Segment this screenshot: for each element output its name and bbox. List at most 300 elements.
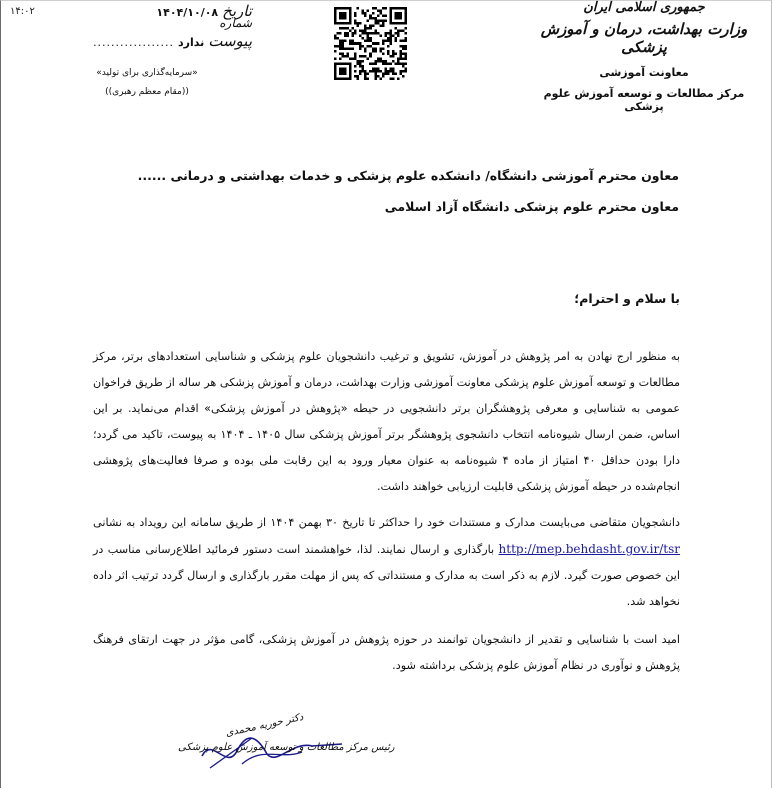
qr-module <box>379 25 382 28</box>
qr-module <box>342 52 345 55</box>
qr-module <box>397 62 400 65</box>
qr-module <box>399 52 402 55</box>
qr-module <box>347 35 350 38</box>
qr-module <box>374 72 377 75</box>
qr-module <box>342 40 345 43</box>
qr-module <box>367 57 370 60</box>
attachment-row <box>92 32 252 52</box>
qr-module <box>382 52 385 55</box>
qr-module <box>392 50 395 53</box>
qr-module <box>344 55 347 58</box>
qr-module <box>397 57 400 60</box>
qr-module <box>374 75 377 78</box>
qr-module <box>357 7 360 10</box>
qr-module <box>387 62 390 65</box>
qr-module <box>334 35 337 38</box>
qr-module <box>364 50 367 53</box>
qr-module <box>369 25 372 28</box>
qr-module <box>394 27 397 30</box>
qr-module <box>404 32 407 35</box>
qr-module <box>374 62 377 65</box>
qr-module <box>389 67 392 70</box>
qr-module <box>384 40 387 43</box>
qr-module <box>382 47 385 50</box>
slogan-attribution: ((مقام معظم رهبری)) <box>105 87 189 97</box>
qr-module <box>347 32 350 35</box>
qr-module <box>389 35 392 38</box>
qr-module <box>404 57 407 60</box>
qr-module <box>384 35 387 38</box>
qr-module <box>342 45 345 48</box>
deputy-name: معاونت آموزشی <box>599 66 689 79</box>
qr-module <box>404 67 407 70</box>
qr-module <box>384 15 387 18</box>
qr-module <box>362 60 365 63</box>
qr-module <box>387 70 390 73</box>
qr-module <box>399 55 402 58</box>
qr-module <box>402 62 405 65</box>
qr-module <box>359 72 362 75</box>
qr-module <box>342 55 345 58</box>
qr-module <box>389 30 392 33</box>
qr-module <box>392 70 395 73</box>
qr-module <box>372 47 375 50</box>
qr-module <box>352 40 355 43</box>
qr-module <box>404 45 407 48</box>
qr-module <box>379 20 382 23</box>
qr-module <box>364 47 367 50</box>
qr-module <box>374 47 377 50</box>
qr-module <box>397 77 400 80</box>
qr-module <box>404 27 407 30</box>
qr-module <box>377 60 380 63</box>
qr-module <box>339 47 342 50</box>
body-paragraph-1: به منظور ارج نهادن به امر پژوهش در آموزش، تشویق و ترغیب دانشجویان علوم پزشکی و شناسایی استعدادهای برتر، مرکز مطالعات و توسعه آموزش علوم پزشکی معاونت آموزشی وزارت بهداشت، درمان و آموزش پزشکی هر ساله از طریق فراخوان عمومی به شناسایی و معرفی پژوهشگران برتر دانشجویی در حیطه «پژوهش در آموزش پزشکی» اقدام می‌نماید. بر این اساس، ضمن ارسال شیوه‌نامه انتخاب دانشجوی پژوهشگر برتر آموزش پزشکی سال ۱۴۰۵ ـ ۱۴۰۴ به پیوست، تاکید می گردد؛ دارا بودن حداقل ۴۰ امتیاز از ماده ۴ شیوه‌نامه به عنوان معیار ورود به این رقابت ملی بوده و صرفا فعالیت‌های پژوهشی انجام‌شده در حیطه آموزش پزشکی قابلیت ارزیابی خواهند داشت. <box>93 350 680 493</box>
qr-module <box>372 7 375 10</box>
qr-module <box>374 67 377 70</box>
paragraph-2-text-after: بارگذاری و ارسال نمایند. لذا، خواهشمند است دستور فرمائید اطلاع‌رسانی مناسب در این خصوص صورت گیرد. لازم به ذکر است به مدارک و مستنداتی که پس از مهلت مقرر بارگذاری و ارسال گردد ترتیب اثر داده نخواهد شد. <box>93 543 680 608</box>
qr-module <box>397 35 400 38</box>
qr-module <box>387 72 390 75</box>
body-paragraph-2 <box>93 510 680 615</box>
qr-module <box>354 57 357 60</box>
greeting: با سلام و احترام؛ <box>574 291 680 306</box>
country-name: جمهوری اسلامی ایران <box>583 0 705 15</box>
qr-module <box>337 45 340 48</box>
slogan-block <box>92 64 202 102</box>
qr-module <box>364 15 367 18</box>
qr-module <box>369 52 372 55</box>
qr-module <box>337 32 340 35</box>
qr-module <box>387 52 390 55</box>
qr-module <box>379 77 382 80</box>
qr-module <box>372 25 375 28</box>
slogan-text: «سرمایه‌گذاری برای تولید» <box>96 68 198 78</box>
qr-module <box>369 70 372 73</box>
qr-module <box>362 65 365 68</box>
qr-module <box>354 20 357 23</box>
qr-module <box>374 42 377 45</box>
qr-module <box>379 10 382 13</box>
qr-module <box>364 27 367 30</box>
qr-module <box>364 12 367 15</box>
ministry-name: وزارت بهداشت، درمان و آموزش پزشکی <box>540 20 748 56</box>
attachment-value: ندارد <box>178 36 205 49</box>
qr-module <box>349 42 352 45</box>
qr-module <box>337 37 340 40</box>
qr-module <box>404 52 407 55</box>
qr-module <box>367 27 370 30</box>
qr-module <box>367 20 370 23</box>
qr-module <box>394 72 397 75</box>
qr-module <box>364 32 367 35</box>
qr-module <box>372 70 375 73</box>
qr-module <box>382 22 385 25</box>
qr-module <box>394 37 397 40</box>
qr-module <box>344 35 347 38</box>
qr-module <box>369 62 372 65</box>
qr-module <box>377 75 380 78</box>
qr-module <box>389 62 392 65</box>
qr-module <box>387 37 390 40</box>
qr-module <box>354 55 357 58</box>
qr-module <box>352 35 355 38</box>
date-value: ۱۴۰۴/۱۰/۰۸ <box>156 6 219 19</box>
qr-module <box>352 57 355 60</box>
qr-module <box>404 47 407 50</box>
qr-module <box>354 22 357 25</box>
qr-module <box>369 40 372 43</box>
qr-module <box>359 60 362 63</box>
qr-module <box>372 42 375 45</box>
qr-module <box>354 75 357 78</box>
qr-module <box>334 50 337 53</box>
qr-module <box>379 47 382 50</box>
qr-module <box>369 17 372 20</box>
qr-module <box>339 40 342 43</box>
qr-module <box>382 60 385 63</box>
qr-module <box>402 40 405 43</box>
qr-module <box>374 60 377 63</box>
qr-module <box>367 32 370 35</box>
qr-module <box>374 7 377 10</box>
qr-module <box>402 30 405 33</box>
qr-module <box>377 10 380 13</box>
qr-module <box>367 72 370 75</box>
qr-module <box>389 40 392 43</box>
qr-module <box>389 55 392 58</box>
qr-module <box>359 42 362 45</box>
qr-module <box>402 47 405 50</box>
number-label: شماره <box>219 16 252 30</box>
qr-module <box>384 32 387 35</box>
date-label: تاریخ <box>222 2 252 20</box>
qr-module <box>362 70 365 73</box>
qr-module <box>392 35 395 38</box>
signatory-title: رئیس مرکز مطالعات و توسعه آموزش علوم پزشکی <box>178 742 395 753</box>
qr-module <box>404 55 407 58</box>
qr-module <box>382 20 385 23</box>
qr-module <box>364 75 367 78</box>
qr-module <box>374 17 377 20</box>
qr-module <box>382 25 385 28</box>
qr-module <box>369 15 372 18</box>
qr-module <box>352 27 355 30</box>
qr-module <box>399 45 402 48</box>
qr-module <box>372 62 375 65</box>
recipient-line-1: معاون محترم آموزشی دانشگاه/ دانشکده علوم پزشکی و خدمات بهداشتی و درمانی ...... <box>137 168 679 183</box>
qr-module <box>402 52 405 55</box>
qr-module <box>364 70 367 73</box>
qr-module <box>384 72 387 75</box>
qr-module <box>382 40 385 43</box>
qr-module <box>352 47 355 50</box>
qr-module <box>364 55 367 58</box>
qr-module <box>359 62 362 65</box>
qr-module <box>394 40 397 43</box>
qr-module <box>354 12 357 15</box>
qr-module <box>382 7 385 10</box>
qr-module <box>347 47 350 50</box>
qr-module <box>352 42 355 45</box>
qr-module <box>359 45 362 48</box>
qr-module <box>347 55 350 58</box>
qr-module <box>367 35 370 38</box>
qr-module <box>382 62 385 65</box>
body-paragraph-3: امید است با شناسایی و تقدیر از دانشجویان توانمند در حوزه پژوهش در آموزش پزشکی، گامی مؤثر در جهت ارتقای فرهنگ پژوهش و نوآوری در نظام آموزش علوم پزشکی برداشته شود. <box>93 633 680 672</box>
qr-module <box>384 7 387 10</box>
qr-module <box>377 20 380 23</box>
attachment-label: پیوست <box>208 32 252 50</box>
qr-module <box>364 25 367 28</box>
qr-module <box>339 52 342 55</box>
qr-module <box>362 67 365 70</box>
qr-module <box>374 77 377 80</box>
qr-module <box>344 27 347 30</box>
qr-module <box>379 12 382 15</box>
qr-module <box>372 17 375 20</box>
qr-module <box>387 40 390 43</box>
qr-module <box>347 52 350 55</box>
qr-module <box>377 32 380 35</box>
qr-module <box>357 75 360 78</box>
qr-module <box>372 12 375 15</box>
qr-module <box>354 65 357 68</box>
qr-module <box>364 40 367 43</box>
qr-module <box>374 70 377 73</box>
qr-module <box>379 50 382 53</box>
qr-module <box>392 72 395 75</box>
qr-module <box>362 32 365 35</box>
qr-module <box>402 65 405 68</box>
qr-module <box>377 42 380 45</box>
qr-module <box>362 45 365 48</box>
qr-module <box>369 32 372 35</box>
qr-module <box>377 67 380 70</box>
qr-module <box>339 32 342 35</box>
qr-module <box>377 57 380 60</box>
qr-module <box>404 70 407 73</box>
qr-module <box>369 45 372 48</box>
qr-module <box>392 67 395 70</box>
qr-module <box>354 42 357 45</box>
qr-module <box>387 50 390 53</box>
qr-module <box>392 52 395 55</box>
qr-module <box>382 75 385 78</box>
qr-module <box>349 40 352 43</box>
qr-module <box>344 32 347 35</box>
qr-module <box>339 45 342 48</box>
qr-module <box>359 70 362 73</box>
qr-module <box>339 57 342 60</box>
signatory-name: دکتر حوریه محمدی <box>224 711 305 740</box>
qr-module <box>367 77 370 80</box>
qr-module <box>397 30 400 33</box>
qr-module <box>404 37 407 40</box>
qr-module <box>357 77 360 80</box>
qr-module <box>334 37 337 40</box>
qr-module <box>369 55 372 58</box>
qr-module <box>399 57 402 60</box>
qr-module <box>394 32 397 35</box>
qr-module <box>389 42 392 45</box>
qr-module <box>384 70 387 73</box>
qr-module <box>349 57 352 60</box>
qr-module <box>364 77 367 80</box>
qr-module <box>359 55 362 58</box>
qr-module <box>359 22 362 25</box>
qr-module <box>367 45 370 48</box>
qr-module <box>387 32 390 35</box>
recipient-line-2: معاون محترم علوم پزشکی دانشگاه آزاد اسلامی <box>384 199 679 214</box>
qr-module <box>362 10 365 13</box>
qr-module <box>374 30 377 33</box>
qr-module <box>384 62 387 65</box>
qr-module <box>354 52 357 55</box>
qr-module <box>392 55 395 58</box>
letterhead <box>524 0 764 113</box>
qr-module <box>384 60 387 63</box>
qr-module <box>389 70 392 73</box>
qr-module <box>359 30 362 33</box>
qr-module <box>377 15 380 18</box>
qr-module <box>352 32 355 35</box>
qr-module <box>372 67 375 70</box>
qr-module <box>374 50 377 53</box>
qr-module <box>364 72 367 75</box>
qr-module <box>344 47 347 50</box>
dotted-fill: .................. <box>93 36 175 49</box>
qr-module <box>364 30 367 33</box>
qr-module <box>342 42 345 45</box>
qr-module <box>357 42 360 45</box>
qr-module <box>384 67 387 70</box>
qr-module <box>357 62 360 65</box>
qr-module <box>377 22 380 25</box>
qr-module <box>402 57 405 60</box>
qr-module <box>359 65 362 68</box>
submission-link[interactable]: http://mep.behdasht.gov.ir/tsr <box>498 542 680 556</box>
qr-module <box>372 32 375 35</box>
center-name: مرکز مطالعات و توسعه آموزش علوم پزشکی <box>543 87 745 113</box>
qr-module <box>342 27 345 30</box>
qr-module <box>394 52 397 55</box>
qr-module <box>382 15 385 18</box>
qr-module <box>344 40 347 43</box>
qr-module <box>382 42 385 45</box>
qr-module <box>379 60 382 63</box>
qr-module <box>392 60 395 63</box>
qr-module <box>347 27 350 30</box>
qr-module <box>369 27 372 30</box>
qr-module <box>394 62 397 65</box>
qr-module <box>362 12 365 15</box>
qr-module <box>399 30 402 33</box>
qr-module <box>379 70 382 73</box>
qr-module <box>339 42 342 45</box>
qr-module <box>404 62 407 65</box>
qr-module <box>402 75 405 78</box>
qr-module <box>367 10 370 13</box>
qr-module <box>377 70 380 73</box>
qr-module <box>399 62 402 65</box>
qr-module <box>397 32 400 35</box>
qr-module <box>402 45 405 48</box>
qr-module <box>372 50 375 53</box>
qr-module <box>399 50 402 53</box>
qr-module <box>357 60 360 63</box>
print-time: ۱۴:۰۲ <box>10 6 35 17</box>
qr-module <box>399 40 402 43</box>
qr-module <box>392 77 395 80</box>
qr-module <box>382 72 385 75</box>
qr-module <box>349 47 352 50</box>
qr-module <box>354 15 357 18</box>
qr-module <box>399 72 402 75</box>
qr-module <box>397 60 400 63</box>
qr-module <box>367 40 370 43</box>
qr-module <box>362 55 365 58</box>
letter-meta <box>92 2 252 52</box>
qr-code <box>334 7 407 80</box>
qr-module <box>359 35 362 38</box>
qr-module <box>357 22 360 25</box>
qr-module <box>359 47 362 50</box>
qr-module <box>334 45 337 48</box>
qr-module <box>367 37 370 40</box>
qr-module <box>354 30 357 33</box>
qr-module <box>374 20 377 23</box>
qr-module <box>389 77 392 80</box>
qr-module <box>379 57 382 60</box>
qr-module <box>399 70 402 73</box>
qr-module <box>334 57 337 60</box>
qr-module <box>374 22 377 25</box>
qr-module <box>404 40 407 43</box>
qr-module <box>354 32 357 35</box>
qr-module <box>362 37 365 40</box>
paragraph-2-text-before: دانشجویان متقاضی می‌بایست مدارک و مستندات خود را حداکثر تا تاریخ ۳۰ بهمن ۱۴۰۴ از طریق سامانه این رویداد به نشانی <box>93 516 680 529</box>
qr-module <box>379 35 382 38</box>
qr-module <box>339 27 342 30</box>
qr-module <box>354 70 357 73</box>
qr-module <box>384 20 387 23</box>
qr-module <box>374 32 377 35</box>
qr-module <box>362 30 365 33</box>
qr-module <box>342 47 345 50</box>
qr-module <box>389 37 392 40</box>
qr-module <box>357 25 360 28</box>
